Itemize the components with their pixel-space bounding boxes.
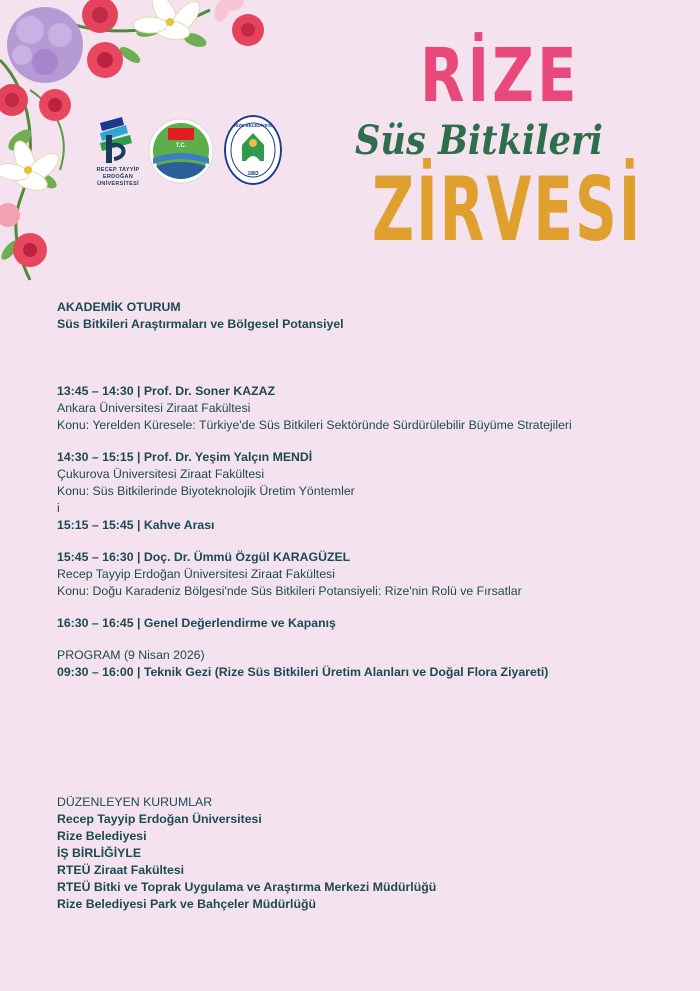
title-zirvesi: ZİRVESİ <box>372 158 643 261</box>
rize-belediyesi-logo-text: RİZE BELEDİYESİ <box>233 123 273 128</box>
title-sus-bitkileri: Süs Bitkileri <box>355 117 603 164</box>
organizer-item: Recep Tayyip Erdoğan Üniversitesi <box>57 812 262 826</box>
organizer-item: Rize Belediyesi <box>57 829 147 843</box>
talk-3-time-speaker: 15:45 – 16:30 | Doç. Dr. Ümmü Özgül KARAGÜZEL <box>57 550 351 564</box>
partner-item: Rize Belediyesi Park ve Bahçeler Müdürlüğü <box>57 897 317 911</box>
program-title: PROGRAM (9 Nisan 2026) <box>57 648 205 662</box>
rteu-logo <box>92 115 144 190</box>
partnership-title: İŞ BİRLİĞİYLE <box>57 846 142 860</box>
rize-belediyesi-logo-year: 1883 <box>247 171 259 177</box>
coffee-break: 15:15 – 15:45 | Kahve Arası <box>57 518 215 532</box>
talk-2-time-speaker: 14:30 – 15:15 | Prof. Dr. Yeşim Yalçın MENDİ <box>57 450 313 464</box>
partner-logos <box>92 115 292 190</box>
talk-1-institution: Ankara Üniversitesi Ziraat Fakültesi <box>57 401 251 415</box>
title-rize: RİZE <box>420 33 580 119</box>
rteu-logo-line2: ERDOĞAN <box>102 174 134 180</box>
program-item: 09:30 – 16:00 | Teknik Gezi (Rize Süs Bitkileri Üretim Alanları ve Doğal Flora Ziyareti) <box>57 665 549 679</box>
rize-belediyesi-logo <box>224 115 282 185</box>
organizers-title: DÜZENLEYEN KURUMLAR <box>57 795 213 809</box>
rteu-logo-line1: RECEP TAYYİP <box>96 167 140 173</box>
talk-1-time-speaker: 13:45 – 14:30 | Prof. Dr. Soner KAZAZ <box>57 384 276 398</box>
session-title: AKADEMİK OTURUM <box>57 300 181 314</box>
rteu-logo-line3: ÜNİVERSİTESİ <box>97 181 139 187</box>
talk-3-topic: Konu: Doğu Karadeniz Bölgesi'nde Süs Bitkileri Potansiyeli: Rize'nin Rolü ve Fırsatlar <box>57 584 522 598</box>
closing-session: 16:30 – 16:45 | Genel Değerlendirme ve Kapanış <box>57 616 336 630</box>
talk-2-extra: i <box>57 501 60 515</box>
program-content <box>57 299 657 913</box>
partner-item: RTEÜ Bitki ve Toprak Uygulama ve Araştırma Merkezi Müdürlüğü <box>57 880 437 894</box>
partner-item: RTEÜ Ziraat Fakültesi <box>57 863 185 877</box>
rteu-emblem-icon <box>92 115 144 165</box>
talk-1-topic: Konu: Yerelden Küresele: Türkiye'de Süs Bitkileri Sektöründe Sürdürülebilir Büyüme Stratejileri <box>57 418 572 432</box>
talk-2-institution: Çukurova Üniversitesi Ziraat Fakültesi <box>57 467 265 481</box>
tc-logo-text: T.C. <box>175 143 187 149</box>
talk-3-institution: Recep Tayyip Erdoğan Üniversitesi Ziraat Fakültesi <box>57 567 335 581</box>
talk-2-topic: Konu: Süs Bitkilerinde Biyoteknolojik Üretim Yöntemler <box>57 484 355 498</box>
session-subtitle: Süs Bitkileri Araştırmaları ve Bölgesel Potansiyel <box>57 317 344 331</box>
tc-logo <box>148 118 214 184</box>
